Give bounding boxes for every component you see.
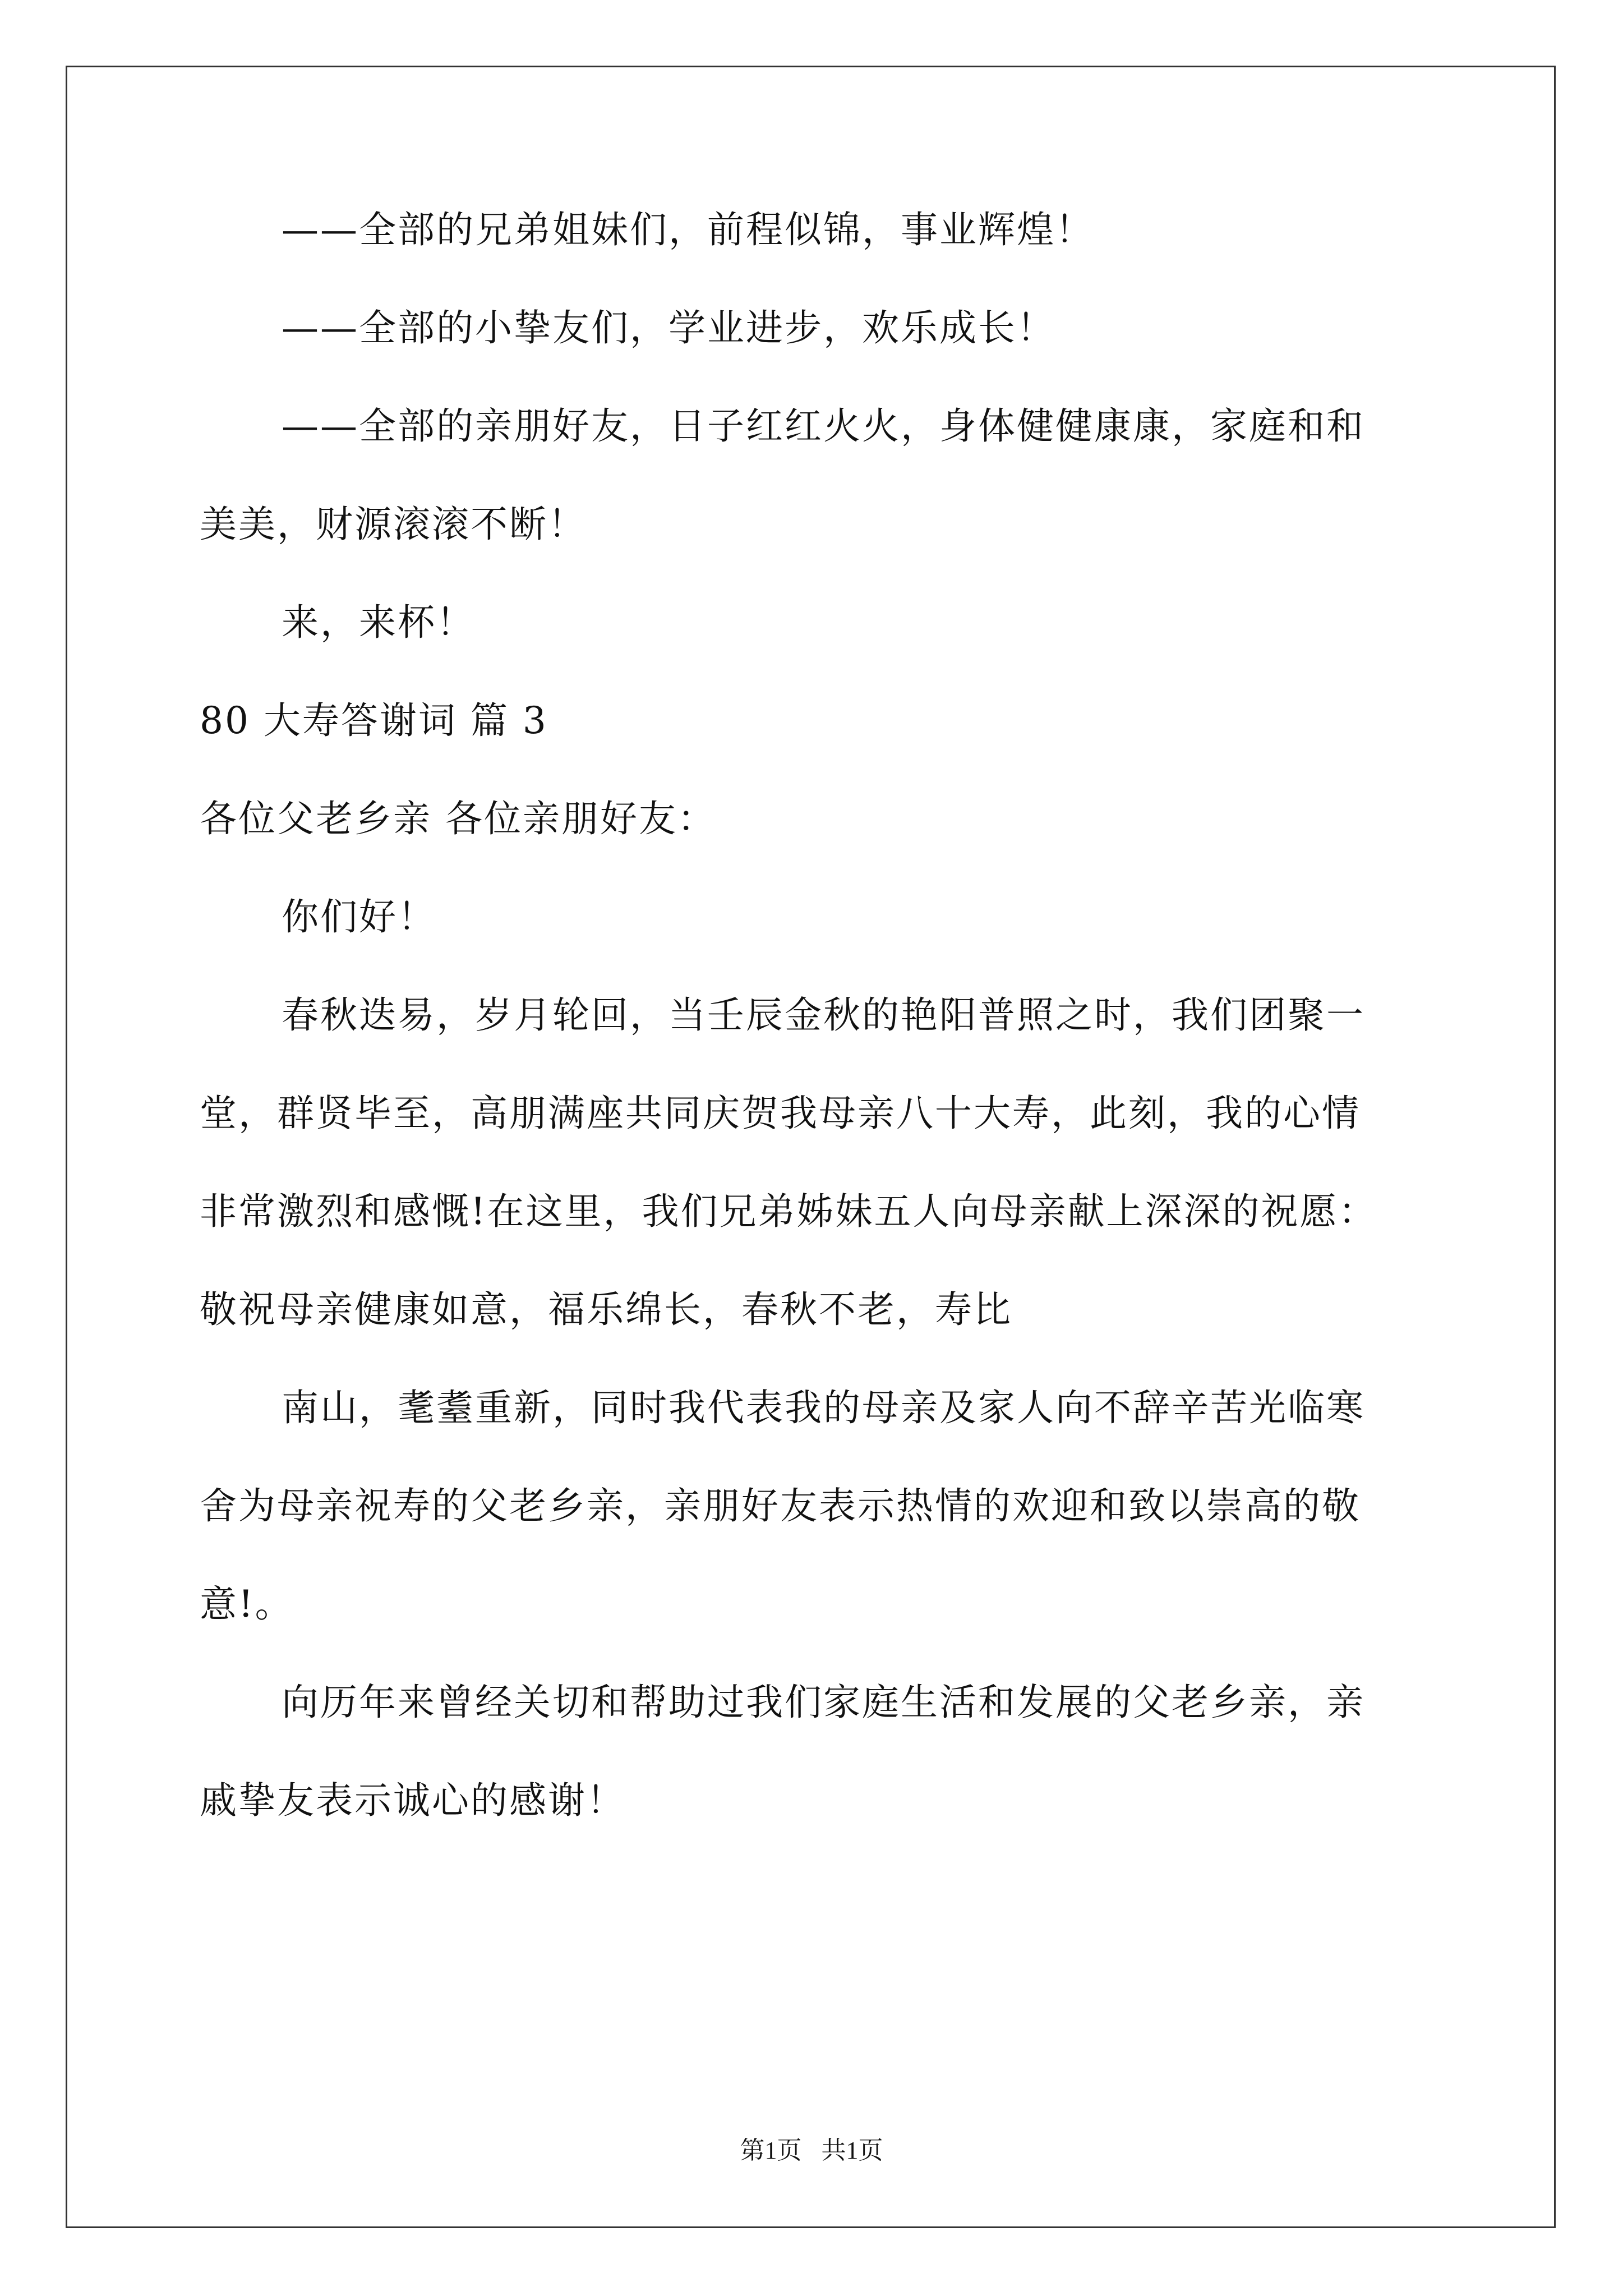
paragraph-line: 非常激烈和感慨!在这里，我们兄弟姊妹五人向母亲献上深深的祝愿：: [200, 1190, 1377, 1233]
page-number-total: 共1页: [821, 2137, 883, 2164]
page-footer: [0, 2136, 1623, 2165]
paragraph-line: 来，来杯！: [282, 601, 475, 644]
section-heading: 80 大寿答谢词 篇 3: [200, 699, 548, 742]
paragraph-line: 堂，群贤毕至，高朋满座共同庆贺我母亲八十大寿，此刻，我的心情: [200, 1092, 1361, 1135]
paragraph-line: 意!。: [200, 1582, 294, 1626]
paragraph-line: 向历年来曾经关切和帮助过我们家庭生活和发展的父老乡亲，亲: [282, 1681, 1365, 1724]
paragraph-line: ——全部的兄弟姐妹们，前程似锦，事业辉煌！: [282, 208, 1094, 251]
paragraph-line: 美美，财源滚滚不断！: [200, 503, 587, 546]
paragraph-line: ——全部的小挚友们，学业进步，欢乐成长！: [282, 306, 1055, 349]
paragraph-line: 敬祝母亲健康如意，福乐绵长，春秋不老，寿比: [200, 1288, 1012, 1331]
paragraph-line: 舍为母亲祝寿的父老乡亲，亲朋好友表示热情的欢迎和致以崇高的敬: [200, 1484, 1361, 1527]
page-border: [66, 66, 1556, 2228]
paragraph-line: 春秋迭易，岁月轮回，当壬辰金秋的艳阳普照之时，我们团聚一: [282, 993, 1365, 1037]
paragraph-line: ——全部的亲朋好友，日子红红火火，身体健健康康，家庭和和: [282, 404, 1365, 448]
page-number-current: 第1页: [740, 2137, 802, 2164]
paragraph-line: 南山，耄耋重新，同时我代表我的母亲及家人向不辞辛苦光临寒: [282, 1386, 1365, 1429]
paragraph-line: 戚挚友表示诚心的感谢！: [200, 1779, 625, 1822]
salutation: 各位父老乡亲 各位亲朋好友：: [200, 797, 716, 840]
paragraph-line: 你们好！: [282, 895, 436, 938]
